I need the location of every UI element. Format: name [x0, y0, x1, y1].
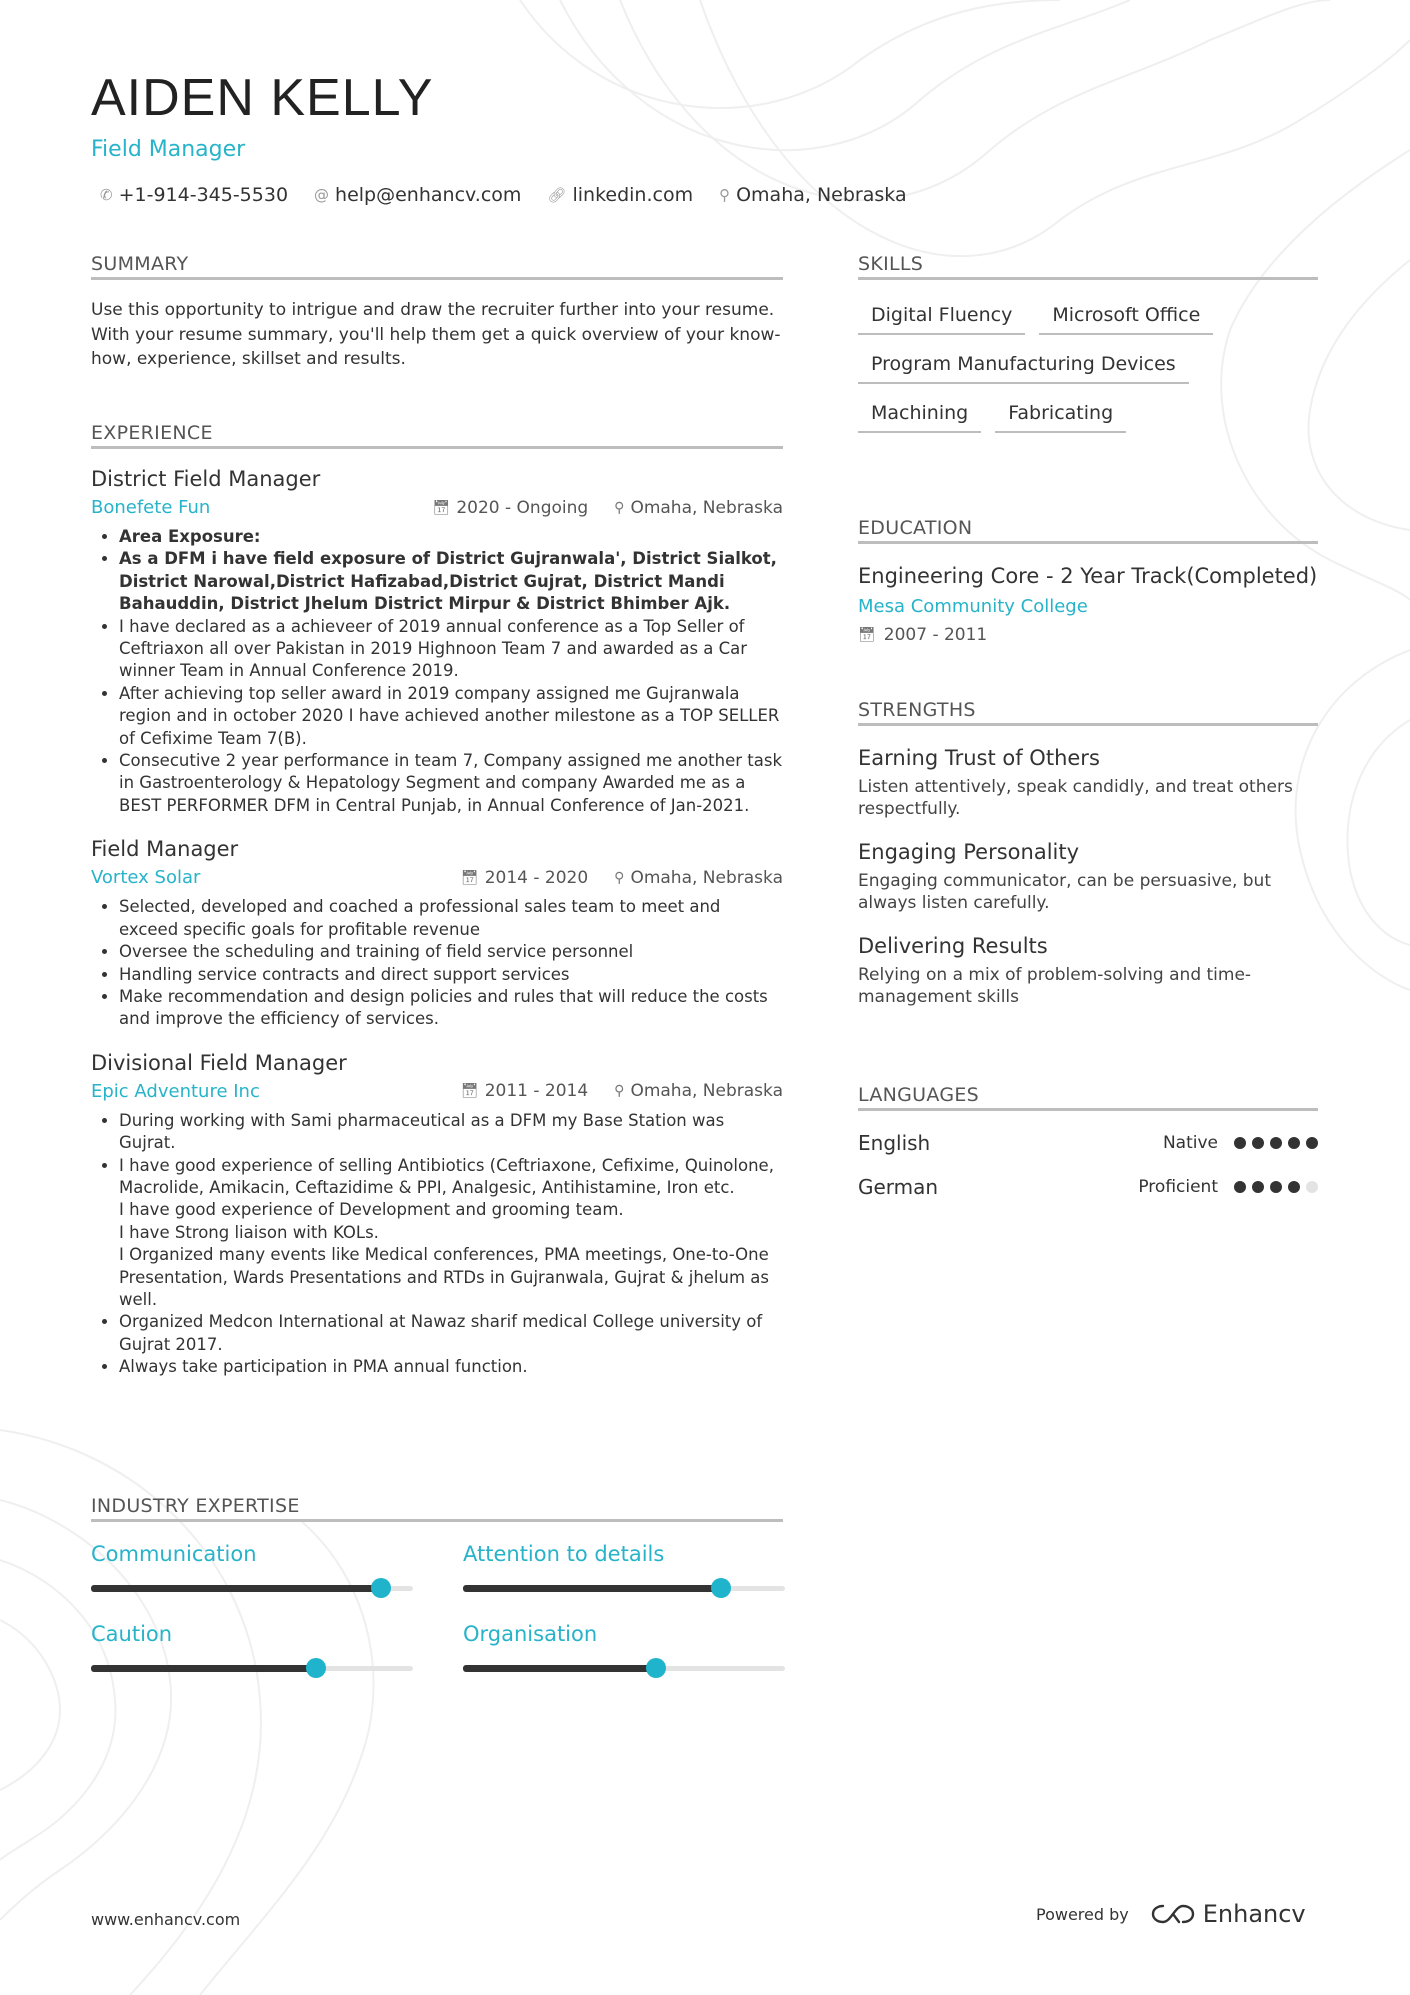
job-bullet-line: • I have good experience of selling Antibiotics (Ceftriaxone, Cefixime, Quinolone, Macrolide, Amikacin, Ceftazidime & PPI, Analgesic, Antihistamine, Iron etc.: [119, 1155, 774, 1197]
job-bullet-line: I have Strong liaison with KOLs.: [119, 1222, 379, 1242]
enhancv-logo[interactable]: [1151, 1900, 1306, 1928]
job-bullet: • Oversee the scheduling and training of field service personnel: [119, 941, 783, 963]
education-degree: Engineering Core - 2 Year Track(Completed): [858, 564, 1318, 588]
job-company: Bonefete Fun: [91, 497, 211, 518]
link-icon: 🔗︎: [547, 186, 567, 204]
skill-tag: Microsoft Office: [1039, 300, 1213, 335]
job-bullet: • I have declared as a achieveer of 2019 annual conference as a Top Seller of Ceftriaxon all over Pakistan in 2019 Highnoon Team 7 and awarded as a Car winner Team in Annual Conference 2019.: [119, 616, 783, 683]
job-dates: 2014 - 2020: [484, 867, 589, 888]
expertise-slider: [463, 1584, 785, 1592]
skills-title: SKILLS: [858, 253, 1318, 280]
contact-email[interactable]: [314, 184, 521, 206]
linkedin-text: linkedin.com: [572, 184, 694, 206]
job-title: Field Manager: [91, 837, 239, 862]
expertise-item: [91, 1622, 413, 1672]
phone-icon: ✆: [100, 186, 113, 204]
industry-expertise-section: [91, 1495, 783, 1672]
rating-dot-empty: [1306, 1181, 1318, 1193]
calendar-icon: 📅︎: [460, 869, 479, 886]
expertise-fill: [91, 1585, 381, 1592]
strength-title: Delivering Results: [858, 934, 1048, 958]
job-company: Vortex Solar: [91, 867, 201, 889]
job-bullets: [91, 1110, 783, 1379]
expertise-label: Caution: [91, 1622, 173, 1646]
skill-tag: Digital Fluency: [858, 300, 1025, 335]
job-bullets: [91, 526, 783, 817]
expertise-fill: [463, 1665, 656, 1672]
job-location: Omaha, Nebraska: [630, 867, 783, 888]
expertise-item: [91, 1542, 413, 1592]
education-dates: 2007 - 2011: [883, 625, 988, 645]
job-entry: [91, 1051, 783, 1379]
language-rating: [1234, 1181, 1318, 1193]
expertise-grid: [91, 1542, 783, 1672]
summary-title: SUMMARY: [91, 253, 783, 280]
footer-branding: [1036, 1900, 1306, 1928]
expertise-slider: [463, 1664, 785, 1672]
language-name: German: [858, 1175, 939, 1199]
languages-section: [858, 1084, 1318, 1199]
job-bullet: • During working with Sami pharmaceutical as a DFM my Base Station was Gujrat.: [119, 1110, 783, 1155]
expertise-slider: [91, 1664, 413, 1672]
job-bullet: • Selected, developed and coached a professional sales team to meet and exceed specific goals for profitable revenue: [119, 896, 783, 941]
expertise-item: [463, 1542, 785, 1592]
skills-section: [858, 253, 1318, 433]
rating-dot-filled: [1306, 1137, 1318, 1149]
expertise-knob: [306, 1658, 326, 1678]
strengths-section: [858, 699, 1318, 1008]
job-bullet: [119, 1155, 783, 1312]
language-level: Proficient: [1138, 1177, 1218, 1197]
expertise-knob: [711, 1578, 731, 1598]
candidate-role: Field Manager: [91, 137, 246, 162]
job-title: Divisional Field Manager: [91, 1050, 347, 1075]
job-bullet: • As a DFM i have field exposure of District Gujranwala', District Sialkot, District Narowal,District Hafizabad,District Gujrat, District Mandi Bahauddin, District Jhelum District Mirpur & District Bhimber Ajk.: [119, 548, 783, 615]
summary-text: Use this opportunity to intrigue and draw the recruiter further into your resume. With your resume summary, you'll help them get a quick overview of your know-how, experience, skillset and results.: [91, 300, 781, 369]
job-bullet-line: I Organized many events like Medical conferences, PMA meetings, One-to-One Presentation, Wards Presentations and RTDs in Gujranwala, Gujrat & jhelum as well.: [119, 1245, 770, 1309]
strengths-list: [858, 746, 1318, 1008]
expertise-slider: [91, 1584, 413, 1592]
languages-title: LANGUAGES: [858, 1084, 1318, 1111]
job-dates: 2020 - Ongoing: [456, 497, 589, 518]
rating-dot-filled: [1288, 1137, 1300, 1149]
rating-dot-filled: [1252, 1137, 1264, 1149]
summary-section: [91, 253, 783, 372]
phone-text: +1-914-345-5530: [118, 184, 289, 206]
email-text: help@enhancv.com: [335, 184, 522, 206]
expertise-label: Organisation: [463, 1622, 598, 1646]
enhancv-logo-icon: [1151, 1903, 1195, 1925]
footer-website[interactable]: www.enhancv.com: [91, 1910, 241, 1929]
job-title: District Field Manager: [91, 467, 321, 491]
contact-location: [719, 184, 907, 206]
powered-by-label: Powered by: [1036, 1904, 1129, 1924]
strength-item: [858, 840, 1318, 914]
rating-dot-filled: [1270, 1181, 1282, 1193]
strength-item: [858, 934, 1318, 1008]
job-bullet: • After achieving top seller award in 2019 company assigned me Gujranwala region and in october 2020 I have achieved another milestone as a TOP SELLER of Cefixime Team 7(B).: [119, 683, 783, 750]
skill-tag: Program Manufacturing Devices: [858, 349, 1189, 384]
calendar-icon: 📅︎: [432, 499, 451, 516]
strength-title: Engaging Personality: [858, 840, 1080, 864]
contact-linkedin[interactable]: [547, 184, 693, 206]
job-bullet-line: I have good experience of Development and grooming team.: [119, 1200, 624, 1220]
expertise-fill: [91, 1665, 316, 1672]
location-pin-icon: ⚲: [614, 499, 625, 516]
strength-description: Listen attentively, speak candidly, and treat others respectfully.: [858, 777, 1293, 819]
skill-tag: Machining: [858, 398, 981, 433]
job-bullet: • Area Exposure:: [119, 526, 783, 548]
job-entry: [91, 837, 783, 1030]
rating-dot-filled: [1234, 1181, 1246, 1193]
location-pin-icon: ⚲: [614, 1083, 625, 1100]
rating-dot-filled: [1234, 1137, 1246, 1149]
rating-dot-filled: [1270, 1137, 1282, 1149]
job-bullets: [91, 896, 783, 1030]
job-location: Omaha, Nebraska: [630, 497, 783, 518]
languages-list: [858, 1131, 1318, 1199]
contact-bar: [100, 184, 907, 206]
job-bullet: • Make recommendation and design policies and rules that will reduce the costs and improve the efficiency of services.: [119, 986, 783, 1031]
enhancv-logo-text: Enhancv: [1202, 1900, 1306, 1928]
job-bullet: • Consecutive 2 year performance in team 7, Company assigned me another task in Gastroenterology & Hepatology Segment and company Awarded me as a BEST PERFORMER DFM in Central Punjab, in Annual Conference of Jan-2021.: [119, 750, 783, 817]
candidate-name: AIDEN KELLY: [91, 69, 434, 127]
expertise-label: Communication: [91, 1542, 257, 1566]
education-school: Mesa Community College: [858, 596, 1088, 617]
strengths-title: STRENGTHS: [858, 699, 1318, 726]
language-name: English: [858, 1131, 931, 1155]
strength-description: Engaging communicator, can be persuasive, but always listen carefully.: [858, 871, 1271, 913]
strength-description: Relying on a mix of problem-solving and time-management skills: [858, 965, 1252, 1007]
experience-title: EXPERIENCE: [91, 422, 783, 449]
language-rating: [1234, 1137, 1318, 1149]
job-location: Omaha, Nebraska: [630, 1081, 783, 1102]
rating-dot-filled: [1288, 1181, 1300, 1193]
language-level: Native: [1162, 1133, 1218, 1153]
expertise-knob: [371, 1578, 391, 1598]
location-pin-icon: ⚲: [614, 869, 625, 886]
industry-expertise-title: INDUSTRY EXPERTISE: [91, 1495, 783, 1522]
job-dates: 2011 - 2014: [484, 1081, 589, 1102]
language-row: [858, 1175, 1318, 1199]
job-company: Epic Adventure Inc: [91, 1080, 260, 1102]
language-row: [858, 1131, 1318, 1155]
location-pin-icon: ⚲: [719, 186, 731, 204]
skills-list: [858, 300, 1318, 433]
experience-section: [91, 422, 783, 1379]
job-bullet: • Handling service contracts and direct support services: [119, 964, 783, 986]
location-text: Omaha, Nebraska: [736, 184, 907, 206]
strength-item: [858, 746, 1318, 820]
job-bullet: • Always take participation in PMA annual function.: [119, 1356, 783, 1378]
contact-phone[interactable]: [100, 184, 288, 206]
expertise-knob: [646, 1658, 666, 1678]
expertise-item: [463, 1622, 785, 1672]
rating-dot-filled: [1252, 1181, 1264, 1193]
calendar-icon: 📅︎: [460, 1083, 479, 1100]
education-title: EDUCATION: [858, 517, 1318, 544]
job-bullet: • Organized Medcon International at Nawaz sharif medical College university of Gujrat 2017.: [119, 1311, 783, 1356]
expertise-label: Attention to details: [463, 1542, 665, 1566]
strength-title: Earning Trust of Others: [858, 746, 1100, 770]
skill-tag: Fabricating: [995, 398, 1126, 433]
at-icon: @: [314, 186, 330, 204]
calendar-icon: 📅︎: [858, 627, 876, 643]
expertise-fill: [463, 1585, 721, 1592]
education-section: [858, 517, 1318, 645]
job-entry: [91, 467, 783, 817]
